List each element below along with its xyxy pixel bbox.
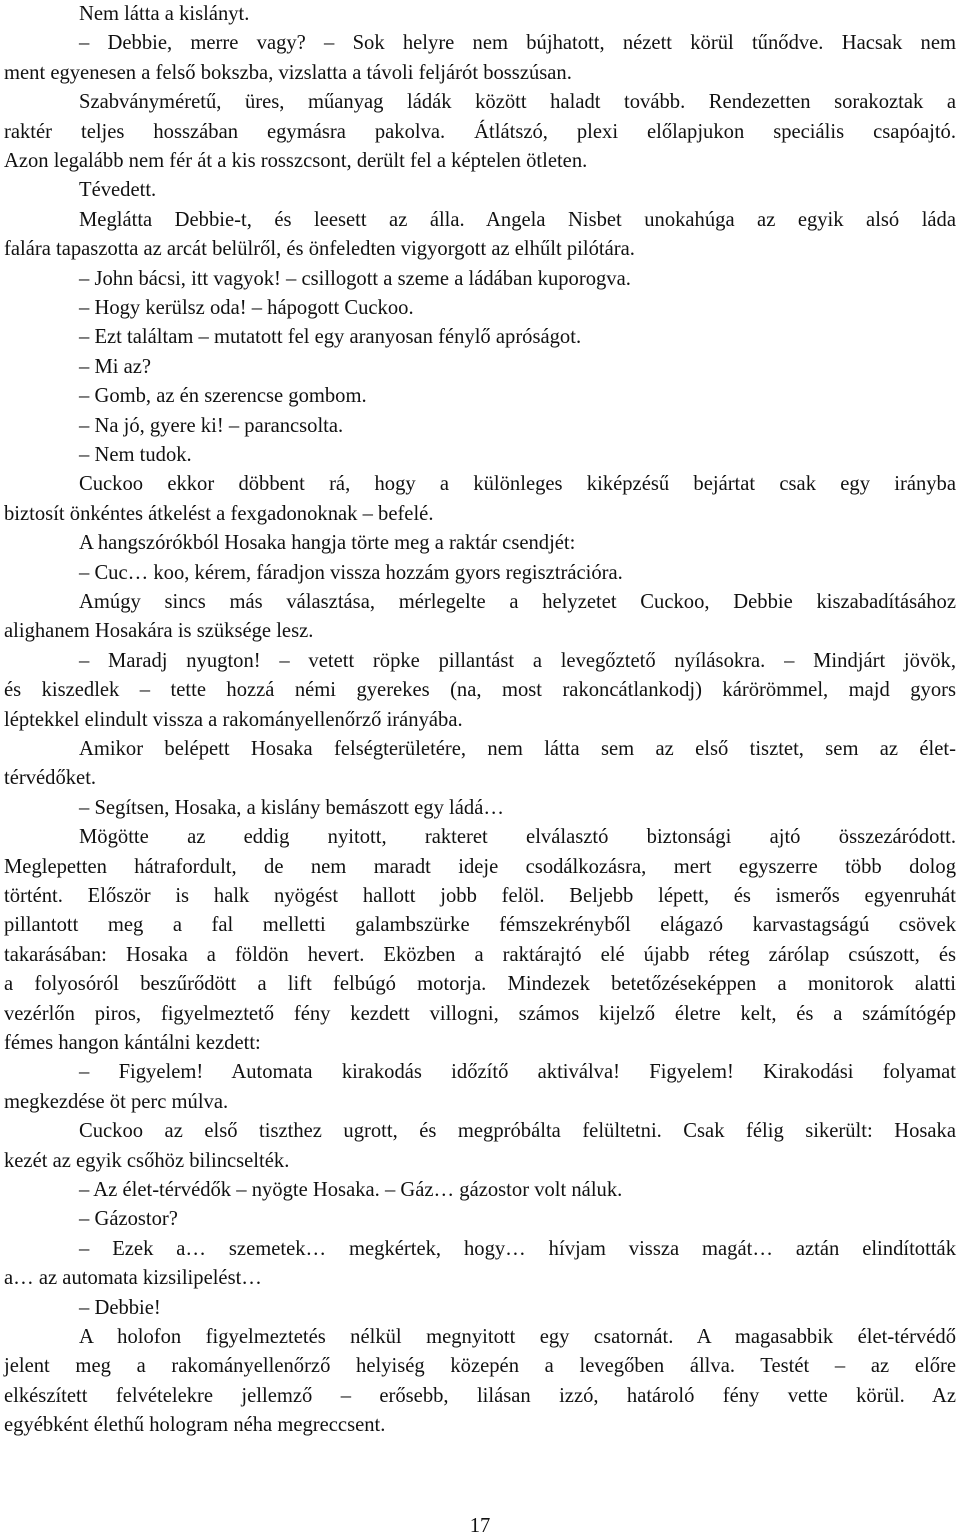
text-line: – Debbie, merre vagy? – Sok helyre nem bújhatott, nézett körül tűnődve. Hacsak nem (79, 32, 956, 55)
text-line: – Segítsen, Hosaka, a kislány bemászott egy ládá… (79, 796, 504, 819)
text-line: – Maradj nyugton! – vetett röpke pillantást a levegőztető nyílásokra. – Mindjárt jövök, (79, 649, 956, 672)
text-line: vezérlőn piros, figyelmeztető fény kezdett villogni, számos kijelző életre kelt, és a számítógép (4, 1002, 956, 1025)
text-line: a folyosóról beszűrődött a lift felbúgó motorja. Mindezek betetőzéseképpen a monitorok alatti (4, 973, 956, 996)
page-number: 17 (469, 1515, 491, 1537)
text-line: Tévedett. (79, 179, 157, 202)
text-line: és kiszedlek – tette hozzá némi gyerekes (na, most rakoncátlankodj) kárörömmel, majd gyors (4, 679, 956, 702)
text-line: Azon legalább nem fér át a kis rosszcsont, derült fel a képtelen ötleten. (4, 150, 588, 172)
text-line: Szabványméretű, üres, műanyag ládák között haladt tovább. Rendezetten sorakoztak a (79, 91, 956, 114)
text-line: – Gázostor? (79, 1208, 178, 1231)
text-line: – John bácsi, itt vagyok! – csillogott a szeme a ládában kuporogva. (79, 267, 631, 290)
text-line: takarásában: Hosaka a földön hevert. Eközben a raktárajtó elé újabb réteg zárólap csúszott, és (4, 943, 956, 966)
text-line: – Ezek a… szemetek… megkértek, hogy… hívjam vissza magát… aztán elindították (79, 1237, 956, 1260)
text-line: Meglátta Debbie-t, és leesett az álla. Angela Nisbet unokahúga az egyik alsó láda (79, 208, 956, 231)
text-line: – Nem tudok. (79, 444, 192, 466)
text-line: történt. Először is halk nyögést hallott jobb felöl. Beljebb lépett, és ismerős egyenruhát (4, 885, 956, 907)
text-line: térvédőket. (4, 767, 97, 790)
text-line: a… az automata kizsilipelést… (4, 1267, 262, 1290)
text-line: – Mi az? (79, 355, 152, 378)
text-line: egyébként élethű hologram néha megreccsent. (4, 1414, 386, 1437)
text-line: biztosít önkéntes átkelést a fexgadonoknak – befelé. (4, 502, 434, 525)
text-line: – Na jó, gyere ki! – parancsolta. (79, 414, 344, 437)
text-line: – Cuc… koo, kérem, fáradjon vissza hozzám gyors regisztrációra. (79, 561, 623, 584)
text-line: A hangszórókból Hosaka hangja törte meg a raktár csendjét: (79, 532, 576, 555)
text-line: ment egyenesen a felső bokszba, vizslatta a távoli feljárót bosszúsan. (4, 61, 572, 84)
text-line: Nem látta a kislányt. (79, 3, 250, 25)
text-line: kezét az egyik csőhöz bilincselték. (4, 1149, 290, 1172)
text-line: – Ezt találtam – mutatott fel egy aranyosan fénylő apróságot. (79, 326, 582, 349)
text-line: Cuckoo az első tiszthez ugrott, és megpróbálta felültetni. Csak félig sikerült: Hosaka (79, 1120, 956, 1143)
text-line: léptekkel elindult vissza a rakományellenőrző irányába. (4, 708, 463, 731)
text-line: falára tapaszotta az arcát belülről, és önfeledten vigyorgott az elhűlt pilótára. (4, 238, 635, 261)
text-line: megkezdése öt perc múlva. (4, 1090, 229, 1113)
text-line: pillantott meg a fal melletti galambszürke fémszekrényből elágazó karvastagságú csövek (4, 914, 956, 937)
text-line: Mögötte az eddig nyitott, rakteret elválasztó biztonsági ajtó összezáródott. (79, 826, 956, 849)
text-line: Meglepetten hátrafordult, de nem maradt ideje csodálkozásra, mert egyszerre több dolog (4, 855, 956, 878)
text-line: – Figyelem! Automata kirakodás időzítő aktiválva! Figyelem! Kirakodási folyamat (79, 1061, 956, 1084)
text-line: fémes hangon kántálni kezdett: (4, 1032, 261, 1054)
text-line: elkészített felvételekre jellemző – erősebb, lilásan izzó, határoló fény vette körül. Az (4, 1384, 956, 1407)
text-line: A holofon figyelmeztetés nélkül megnyitott egy csatornát. A magasabbik élet-térvédő (79, 1326, 956, 1348)
text-line: – Hogy kerülsz oda! – hápogott Cuckoo. (79, 297, 414, 319)
text-line: – Debbie! (79, 1296, 161, 1319)
text-line: Amúgy sincs más választása, mérlegelte a helyzetet Cuckoo, Debbie kiszabadításához (79, 591, 956, 613)
text-line: raktér teljes hosszában egymásra pakolva. Átlátszó, plexi előlapjukon speciális csapóajtó. (4, 120, 956, 143)
text-line: jelent meg a rakományellenőrző helyiség közepén a levegőben állva. Testét – az előre (4, 1355, 956, 1378)
text-line: Amikor belépett Hosaka felségterületére, nem látta sem az első tisztet, sem az élet- (79, 738, 956, 760)
text-line: alighanem Hosakára is szüksége lesz. (4, 620, 314, 643)
text-line: Cuckoo ekkor döbbent rá, hogy a különleges kiképzésű bejártat csak egy irányba (79, 473, 956, 496)
text-line: – Gomb, az én szerencse gombom. (79, 385, 367, 408)
text-line: – Az élet-térvédők – nyögte Hosaka. – Gáz… gázostor volt náluk. (79, 1179, 623, 1201)
